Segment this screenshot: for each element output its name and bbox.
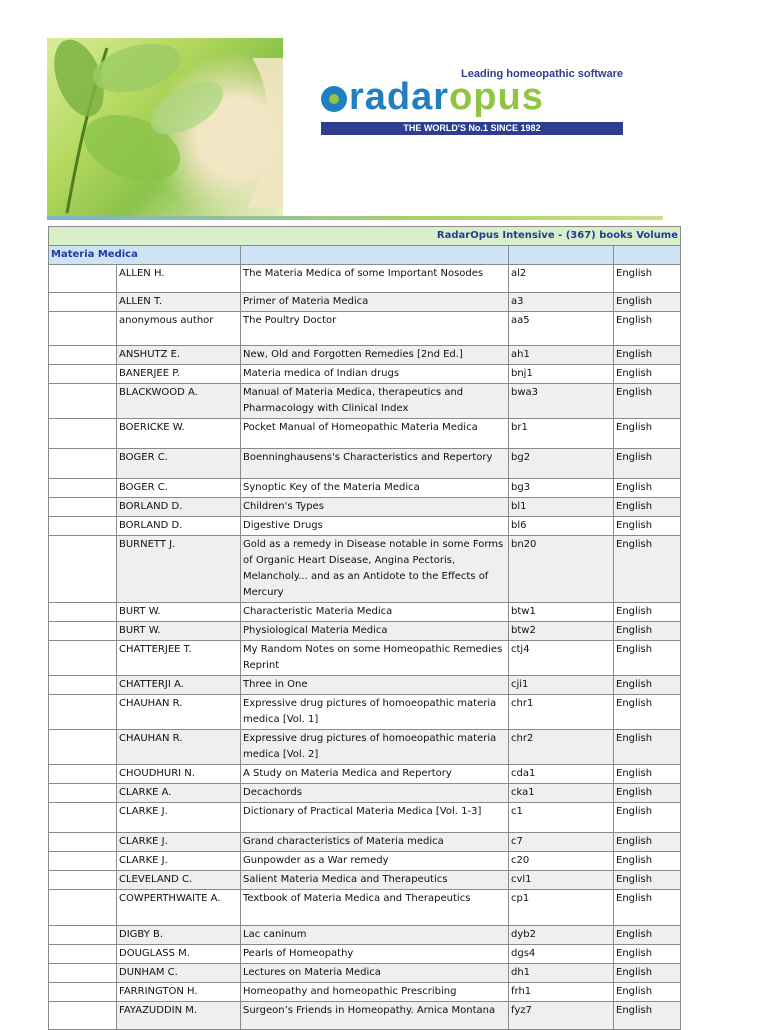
table-row [49, 983, 681, 1002]
book-title-cell: Salient Materia Medica and Therapeutics [241, 871, 509, 890]
language-cell: English [614, 964, 681, 983]
book-title-cell: My Random Notes on some Homeopathic Remedies Reprint [241, 641, 509, 676]
row-blank-cell [49, 852, 117, 871]
table-row [49, 536, 681, 603]
book-code-cell: bwa3 [509, 384, 614, 419]
table-row [49, 784, 681, 803]
author-cell: ALLEN H. [117, 265, 241, 293]
language-cell: English [614, 346, 681, 365]
row-blank-cell [49, 926, 117, 945]
language-cell: English [614, 676, 681, 695]
language-cell: English [614, 293, 681, 312]
language-cell: English [614, 603, 681, 622]
author-cell: BOGER C. [117, 479, 241, 498]
book-title-cell: Synoptic Key of the Materia Medica [241, 479, 509, 498]
book-title-cell: New, Old and Forgotten Remedies [2nd Ed.] [241, 346, 509, 365]
table-row [49, 1002, 681, 1030]
row-blank-cell [49, 384, 117, 419]
book-code-cell: bg2 [509, 449, 614, 479]
row-blank-cell [49, 784, 117, 803]
author-cell: CHATTERJI A. [117, 676, 241, 695]
author-cell: BLACKWOOD A. [117, 384, 241, 419]
language-cell: English [614, 803, 681, 833]
row-blank-cell [49, 479, 117, 498]
language-cell: English [614, 641, 681, 676]
language-cell: English [614, 890, 681, 926]
author-cell: CHAUHAN R. [117, 695, 241, 730]
row-blank-cell [49, 695, 117, 730]
book-title-cell: Surgeon’s Friends in Homeopathy. Arnica Montana [241, 1002, 509, 1030]
author-cell: CLARKE J. [117, 833, 241, 852]
table-row [49, 603, 681, 622]
table-row [49, 449, 681, 479]
book-code-cell: cvl1 [509, 871, 614, 890]
row-blank-cell [49, 833, 117, 852]
row-blank-cell [49, 765, 117, 784]
logo-wordmark-radar: radar [349, 76, 450, 118]
book-code-cell: al2 [509, 265, 614, 293]
author-cell: CHOUDHURI N. [117, 765, 241, 784]
language-cell: English [614, 536, 681, 603]
language-cell: English [614, 945, 681, 964]
row-blank-cell [49, 449, 117, 479]
section-blank-cell [509, 246, 614, 265]
book-title-cell: Children's Types [241, 498, 509, 517]
book-code-cell: bn20 [509, 536, 614, 603]
book-title-cell: Three in One [241, 676, 509, 695]
author-cell: BURNETT J. [117, 536, 241, 603]
row-blank-cell [49, 730, 117, 765]
author-cell: FAYAZUDDIN M. [117, 1002, 241, 1030]
row-blank-cell [49, 964, 117, 983]
author-cell: FARRINGTON H. [117, 983, 241, 1002]
table-row [49, 964, 681, 983]
table-row [49, 479, 681, 498]
book-code-cell: fyz7 [509, 1002, 614, 1030]
row-blank-cell [49, 312, 117, 346]
logo-tagline: Leading homeopathic software [461, 68, 623, 80]
book-title-cell: Lectures on Materia Medica [241, 964, 509, 983]
language-cell: English [614, 765, 681, 784]
language-cell: English [614, 983, 681, 1002]
row-blank-cell [49, 641, 117, 676]
author-cell: BURT W. [117, 603, 241, 622]
book-title-cell: Textbook of Materia Medica and Therapeutics [241, 890, 509, 926]
book-code-cell: bl1 [509, 498, 614, 517]
author-cell: DIGBY B. [117, 926, 241, 945]
table-row [49, 765, 681, 784]
book-code-cell: dgs4 [509, 945, 614, 964]
table-row [49, 852, 681, 871]
book-title-cell: Boenninghausens's Characteristics and Repertory [241, 449, 509, 479]
table-row [49, 517, 681, 536]
author-cell: BOERICKE W. [117, 419, 241, 449]
language-cell: English [614, 784, 681, 803]
radaropus-logo [321, 68, 623, 138]
table-row [49, 346, 681, 365]
row-blank-cell [49, 517, 117, 536]
book-title-cell: Gunpowder as a War remedy [241, 852, 509, 871]
row-blank-cell [49, 346, 117, 365]
book-title-cell: Expressive drug pictures of homoeopathic materia medica [Vol. 1] [241, 695, 509, 730]
book-title-cell: The Materia Medica of some Important Nosodes [241, 265, 509, 293]
row-blank-cell [49, 945, 117, 964]
row-blank-cell [49, 536, 117, 603]
book-code-cell: br1 [509, 419, 614, 449]
section-blank-cell [614, 246, 681, 265]
section-header-row [49, 246, 681, 265]
language-cell: English [614, 1002, 681, 1030]
table-row [49, 419, 681, 449]
language-cell: English [614, 695, 681, 730]
table-row [49, 833, 681, 852]
book-code-cell: bg3 [509, 479, 614, 498]
row-blank-cell [49, 419, 117, 449]
author-cell: CLEVELAND C. [117, 871, 241, 890]
table-row [49, 312, 681, 346]
row-blank-cell [49, 871, 117, 890]
table-row [49, 803, 681, 833]
header-banner [47, 38, 663, 222]
author-cell: ANSHUTZ E. [117, 346, 241, 365]
book-title-cell: A Study on Materia Medica and Repertory [241, 765, 509, 784]
table-row [49, 265, 681, 293]
language-cell: English [614, 852, 681, 871]
book-title-cell: Expressive drug pictures of homoeopathic materia medica [Vol. 2] [241, 730, 509, 765]
language-cell: English [614, 871, 681, 890]
row-blank-cell [49, 622, 117, 641]
book-title-cell: Manual of Materia Medica, therapeutics and Pharmacology with Clinical Index [241, 384, 509, 419]
table-title-row [49, 227, 681, 246]
table-row [49, 293, 681, 312]
book-title-cell: The Poultry Doctor [241, 312, 509, 346]
book-code-cell: c1 [509, 803, 614, 833]
book-code-cell: aa5 [509, 312, 614, 346]
book-code-cell: cda1 [509, 765, 614, 784]
language-cell: English [614, 479, 681, 498]
book-code-cell: c20 [509, 852, 614, 871]
row-blank-cell [49, 890, 117, 926]
author-cell: anonymous author [117, 312, 241, 346]
book-title-cell: Physiological Materia Medica [241, 622, 509, 641]
logo-wordmark [349, 76, 544, 118]
book-title-cell: Homeopathy and homeopathic Prescribing [241, 983, 509, 1002]
logo-target-icon [321, 86, 347, 112]
author-cell: CLARKE J. [117, 803, 241, 833]
table-row [49, 890, 681, 926]
row-blank-cell [49, 365, 117, 384]
book-title-cell: Decachords [241, 784, 509, 803]
book-title-cell: Characteristic Materia Medica [241, 603, 509, 622]
author-cell: CLARKE A. [117, 784, 241, 803]
table-row [49, 641, 681, 676]
table-row [49, 365, 681, 384]
book-code-cell: chr1 [509, 695, 614, 730]
language-cell: English [614, 833, 681, 852]
row-blank-cell [49, 603, 117, 622]
book-title-cell: Dictionary of Practical Materia Medica [Vol. 1-3] [241, 803, 509, 833]
row-blank-cell [49, 803, 117, 833]
row-blank-cell [49, 983, 117, 1002]
author-cell: BOGER C. [117, 449, 241, 479]
book-title-cell: Lac caninum [241, 926, 509, 945]
language-cell: English [614, 730, 681, 765]
book-code-cell: cp1 [509, 890, 614, 926]
logo-band: THE WORLD'S No.1 SINCE 1982 [321, 122, 623, 135]
language-cell: English [614, 449, 681, 479]
author-cell: BANERJEE P. [117, 365, 241, 384]
author-cell: BORLAND D. [117, 498, 241, 517]
header-divider [47, 216, 663, 220]
book-title-cell: Primer of Materia Medica [241, 293, 509, 312]
author-cell: CLARKE J. [117, 852, 241, 871]
book-code-cell: chr2 [509, 730, 614, 765]
table-row [49, 945, 681, 964]
language-cell: English [614, 498, 681, 517]
table-row [49, 622, 681, 641]
language-cell: English [614, 265, 681, 293]
book-title-cell: Grand characteristics of Materia medica [241, 833, 509, 852]
author-cell: COWPERTHWAITE A. [117, 890, 241, 926]
language-cell: English [614, 384, 681, 419]
table-row [49, 695, 681, 730]
table-title: RadarOpus Intensive - (367) books Volume [49, 227, 681, 246]
table-row [49, 384, 681, 419]
row-blank-cell [49, 293, 117, 312]
book-code-cell: dyb2 [509, 926, 614, 945]
book-code-cell: dh1 [509, 964, 614, 983]
row-blank-cell [49, 265, 117, 293]
book-code-cell: cji1 [509, 676, 614, 695]
table-row [49, 871, 681, 890]
book-title-cell: Gold as a remedy in Disease notable in some Forms of Organic Heart Disease, Angina Pectoris, Melancholy... and as an Antidote to the Effects of Mercury [241, 536, 509, 603]
table-row [49, 498, 681, 517]
language-cell: English [614, 517, 681, 536]
book-title-cell: Pearls of Homeopathy [241, 945, 509, 964]
language-cell: English [614, 622, 681, 641]
author-cell: DUNHAM C. [117, 964, 241, 983]
book-code-cell: bl6 [509, 517, 614, 536]
author-cell: BORLAND D. [117, 517, 241, 536]
book-code-cell: a3 [509, 293, 614, 312]
book-code-cell: bnj1 [509, 365, 614, 384]
language-cell: English [614, 926, 681, 945]
book-code-cell: cka1 [509, 784, 614, 803]
table-row [49, 926, 681, 945]
row-blank-cell [49, 498, 117, 517]
book-code-cell: ah1 [509, 346, 614, 365]
author-cell: CHATTERJEE T. [117, 641, 241, 676]
book-title-cell: Digestive Drugs [241, 517, 509, 536]
language-cell: English [614, 312, 681, 346]
author-cell: DOUGLASS M. [117, 945, 241, 964]
section-blank-cell [241, 246, 509, 265]
book-code-cell: ctj4 [509, 641, 614, 676]
books-table [48, 226, 681, 1030]
author-cell: CHAUHAN R. [117, 730, 241, 765]
author-cell: ALLEN T. [117, 293, 241, 312]
book-title-cell: Pocket Manual of Homeopathic Materia Medica [241, 419, 509, 449]
author-cell: BURT W. [117, 622, 241, 641]
book-code-cell: frh1 [509, 983, 614, 1002]
logo-wordmark-opus: opus [449, 76, 544, 118]
section-title: Materia Medica [49, 246, 241, 265]
language-cell: English [614, 365, 681, 384]
table-row [49, 730, 681, 765]
table-row [49, 676, 681, 695]
book-code-cell: btw2 [509, 622, 614, 641]
book-code-cell: btw1 [509, 603, 614, 622]
row-blank-cell [49, 1002, 117, 1030]
book-title-cell: Materia medica of Indian drugs [241, 365, 509, 384]
leaf-face-illustration [47, 38, 283, 218]
book-code-cell: c7 [509, 833, 614, 852]
language-cell: English [614, 419, 681, 449]
row-blank-cell [49, 676, 117, 695]
